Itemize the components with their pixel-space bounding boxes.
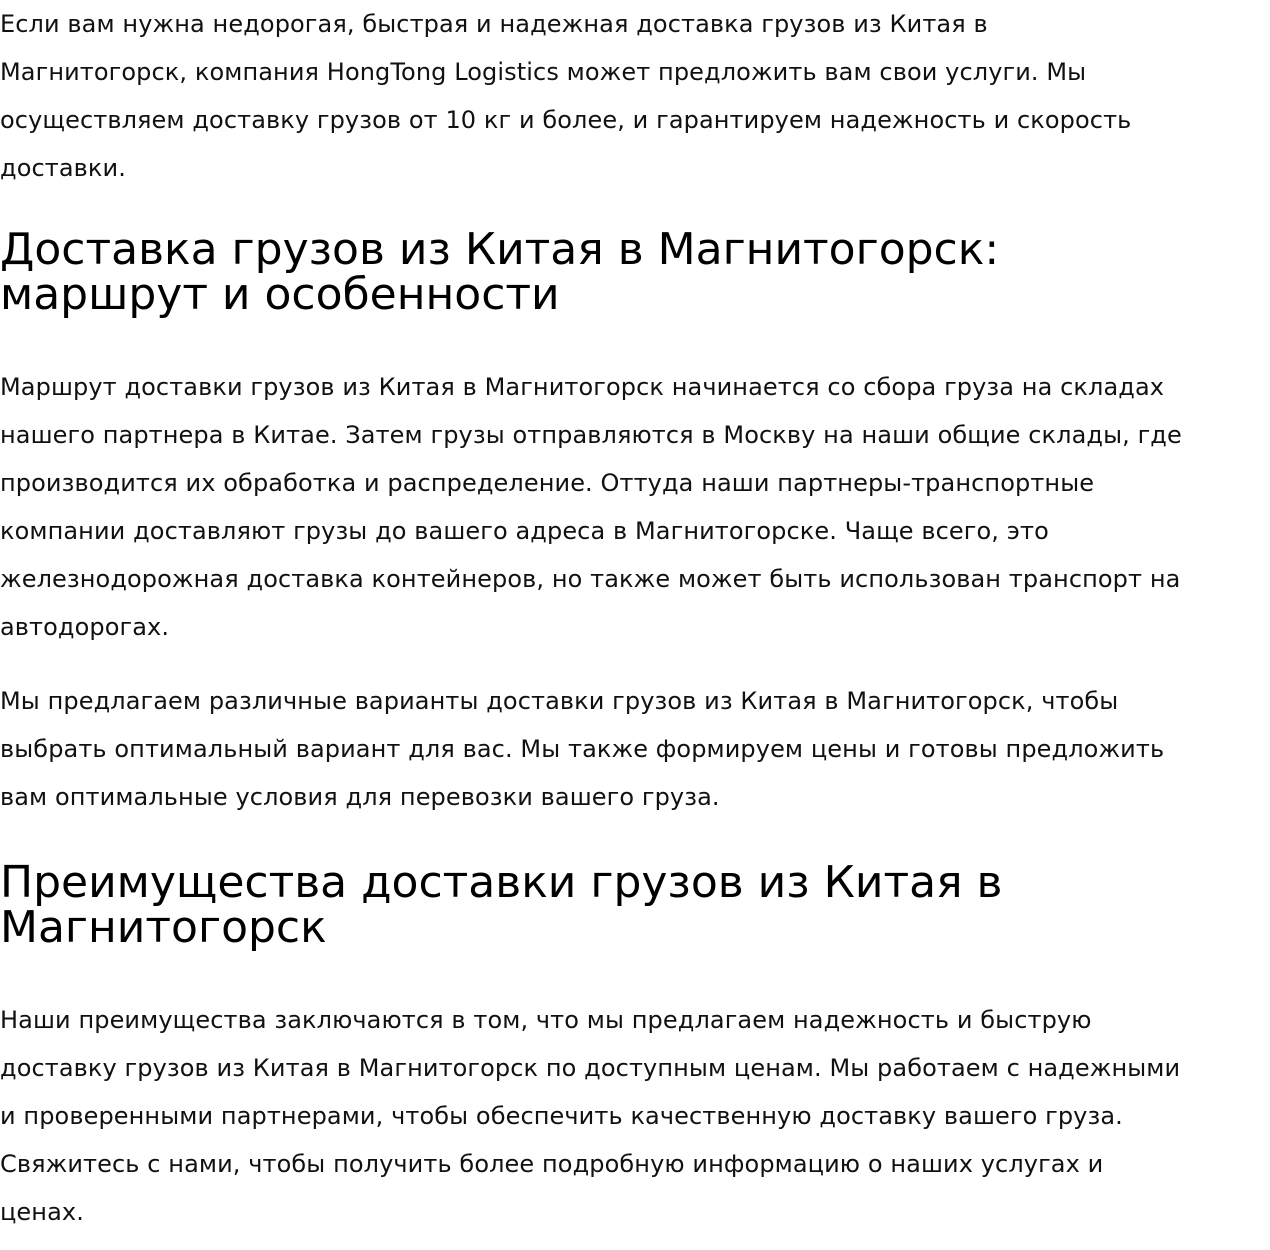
text-line: доставку грузов из Китая в Магнитогорск по доступным ценам. Мы работаем с надежными [0, 1054, 1181, 1082]
options-paragraph [0, 677, 1270, 821]
text-line: Маршрут доставки грузов из Китая в Магнитогорск начинается со сбора груза на складах [0, 373, 1165, 401]
text-line: Если вам нужна недорогая, быстрая и надежная доставка грузов из Китая в [0, 10, 988, 38]
heading-advantages [0, 857, 1270, 953]
text-line: выбрать оптимальный вариант для вас. Мы также формируем цены и готовы предложить [0, 735, 1165, 763]
heading-line: Доставка грузов из Китая в Магнитогорск: [0, 224, 1000, 275]
route-paragraph [0, 363, 1270, 651]
text-line: железнодорожная доставка контейнеров, но также может быть использован транспорт на [0, 565, 1181, 593]
text-line: нашего партнера в Китае. Затем грузы отправляются в Москву на наши общие склады, где [0, 421, 1182, 449]
text-line: ценах. [0, 1198, 84, 1226]
heading-route [0, 224, 1270, 320]
text-line: Мы предлагаем различные варианты доставки грузов из Китая в Магнитогорск, чтобы [0, 687, 1119, 715]
text-line: вам оптимальные условия для перевозки вашего груза. [0, 783, 720, 811]
heading-line: Преимущества доставки грузов из Китая в [0, 857, 1003, 908]
text-line: автодорогах. [0, 613, 170, 641]
text-line: и проверенными партнерами, чтобы обеспечить качественную доставку вашего груза. [0, 1102, 1123, 1130]
advantages-paragraph [0, 996, 1270, 1236]
text-line: осуществляем доставку грузов от 10 кг и более, и гарантируем надежность и скорость [0, 106, 1132, 134]
text-line: Наши преимущества заключаются в том, что мы предлагаем надежность и быструю [0, 1006, 1092, 1034]
heading-line: маршрут и особенности [0, 269, 560, 320]
intro-paragraph [0, 0, 1270, 192]
text-line: компании доставляют грузы до вашего адреса в Магнитогорске. Чаще всего, это [0, 517, 1049, 545]
text-line: производится их обработка и распределение. Оттуда наши партнеры-транспортные [0, 469, 1095, 497]
text-line: Магнитогорск, компания HongTong Logistics может предложить вам свои услуги. Мы [0, 58, 1087, 86]
text-line: доставки. [0, 154, 126, 182]
text-line: Свяжитесь с нами, чтобы получить более подробную информацию о наших услугах и [0, 1150, 1104, 1178]
heading-line: Магнитогорск [0, 902, 327, 953]
